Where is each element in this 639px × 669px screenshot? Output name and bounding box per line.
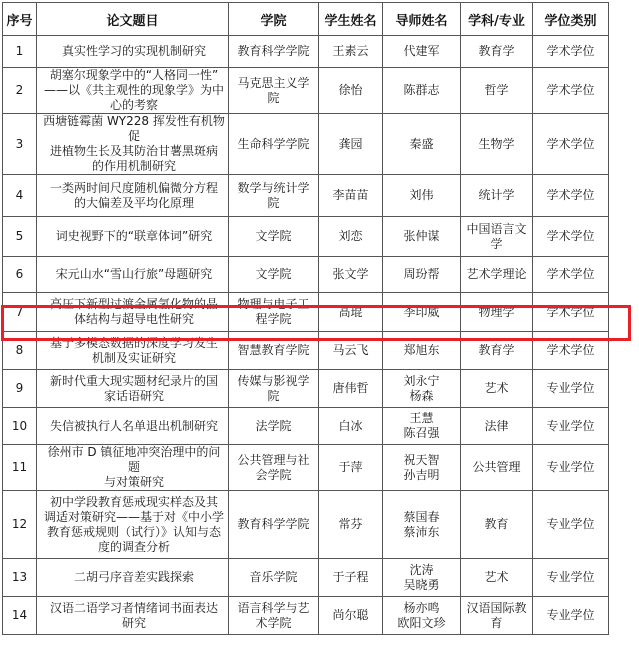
- cell-title: [37, 445, 229, 491]
- cell-no: 14: [3, 597, 37, 635]
- cell-title-line: 初中学段教育惩戒现实样态及其: [49, 494, 218, 509]
- cell-title-line: 真实性学习的实现机制研究: [61, 44, 206, 58]
- cell-advisor-line: 刘伟: [409, 188, 434, 202]
- cell-college: [229, 36, 319, 68]
- cell-subject: [461, 217, 533, 257]
- cell-no: 2: [3, 68, 37, 114]
- cell-college: [229, 445, 319, 491]
- cell-no: 3: [3, 114, 37, 175]
- cell-college-line: 教育科学学院: [237, 44, 310, 58]
- cell-advisor-line: 吴晓勇: [403, 577, 440, 592]
- header-college: 学院: [229, 3, 319, 36]
- cell-college-line: 马克思主义学: [237, 75, 310, 90]
- cell-no: 10: [3, 408, 37, 445]
- table-row: [3, 175, 609, 217]
- cell-advisor: [383, 175, 461, 217]
- table-row: [3, 68, 609, 114]
- cell-no: 9: [3, 370, 37, 408]
- cell-degree: 学术学位: [533, 217, 609, 257]
- cell-college-line: 院: [267, 90, 280, 105]
- cell-college-line: 智慧教育学院: [237, 343, 310, 357]
- cell-advisor-line: 郑旭东: [403, 343, 440, 357]
- header-student: 学生姓名: [319, 3, 383, 36]
- cell-title: [37, 217, 229, 257]
- cell-degree: 专业学位: [533, 597, 609, 635]
- cell-student: 龚园: [319, 114, 383, 175]
- cell-degree: 专业学位: [533, 408, 609, 445]
- cell-student: 李苗苗: [319, 175, 383, 217]
- table-header: [3, 3, 609, 36]
- cell-title: [37, 68, 229, 114]
- cell-title: [37, 293, 229, 332]
- cell-subject: [461, 597, 533, 635]
- cell-title-line: 二胡弓序音差实践探索: [73, 570, 194, 584]
- cell-college-line: 法学院: [255, 418, 292, 433]
- cell-college-line: 程学院: [255, 312, 292, 326]
- cell-title-line: 心的考察: [109, 98, 158, 112]
- cell-no: 6: [3, 257, 37, 293]
- cell-title-line: 度的调查分析: [97, 539, 170, 554]
- cell-college: [229, 408, 319, 445]
- cell-title-line: 与对策研究: [103, 475, 164, 489]
- cell-advisor-line: 祝天智: [403, 452, 440, 467]
- cell-title-line: ——以《共主观性的现象学》为中: [43, 83, 224, 97]
- cell-title-line: 高压下新型过渡金属氢化物的晶: [49, 297, 218, 311]
- cell-college: [229, 370, 319, 408]
- header-advisor: 导师姓名: [383, 3, 461, 36]
- cell-student: 于子程: [319, 559, 383, 597]
- cell-advisor-line: 陈群志: [403, 83, 440, 97]
- cell-title-line: 基于多模态数据的深度学习发生: [49, 335, 218, 350]
- cell-subject: [461, 491, 533, 559]
- cell-title-line: 宋元山水“雪山行旅”母题研究: [55, 267, 213, 281]
- cell-title: [37, 370, 229, 408]
- table-row: [3, 559, 609, 597]
- cell-title-line: 教育惩戒规则（试行）》认知与态: [46, 524, 221, 539]
- header-title: 论文题目: [37, 3, 229, 36]
- cell-student: 高琨: [319, 293, 383, 332]
- cell-advisor-line: 陈召强: [403, 426, 440, 440]
- cell-college-line: 生命科学学院: [237, 136, 310, 151]
- table-row: [3, 597, 609, 635]
- cell-college: [229, 257, 319, 293]
- cell-title: [37, 597, 229, 635]
- cell-college-line: 公共管理与社: [237, 452, 310, 467]
- cell-title-line: 的大偏差及平均化原理: [73, 195, 194, 210]
- cell-student: 徐怡: [319, 68, 383, 114]
- cell-no: 13: [3, 559, 37, 597]
- cell-college-line: 文学院: [255, 267, 292, 281]
- cell-title: [37, 332, 229, 370]
- cell-college-line: 教育科学学院: [237, 517, 310, 531]
- cell-advisor: [383, 257, 461, 293]
- cell-title: [37, 491, 229, 559]
- cell-advisor: [383, 332, 461, 370]
- cell-college-line: 院: [267, 388, 280, 403]
- cell-subject-line: 法律: [484, 418, 509, 433]
- cell-subject-line: 公共管理: [472, 460, 521, 474]
- cell-college-line: 院: [267, 195, 280, 210]
- cell-title-line: 徐州市 D 镇征地冲突治理中的问题: [47, 445, 221, 474]
- cell-college: [229, 217, 319, 257]
- cell-advisor: [383, 445, 461, 491]
- cell-advisor: [383, 597, 461, 635]
- cell-subject: [461, 293, 533, 332]
- cell-advisor-line: 欧阳文珍: [397, 615, 446, 630]
- cell-degree: 学术学位: [533, 332, 609, 370]
- cell-advisor-line: 蔡沛东: [403, 524, 440, 539]
- cell-title: [37, 114, 229, 175]
- cell-no: 7: [3, 293, 37, 332]
- table-row: [3, 114, 609, 175]
- cell-college-line: 会学院: [255, 467, 292, 482]
- cell-title: [37, 36, 229, 68]
- header-degree: 学位类别: [533, 3, 609, 36]
- cell-subject-line: 中国语言文: [466, 221, 527, 236]
- cell-student: 尚尔聪: [319, 597, 383, 635]
- cell-no: 8: [3, 332, 37, 370]
- cell-no: 5: [3, 217, 37, 257]
- cell-college: [229, 597, 319, 635]
- cell-advisor-line: 刘永宁: [403, 373, 440, 388]
- cell-advisor-line: 蔡国春: [403, 509, 440, 524]
- cell-subject: [461, 68, 533, 114]
- cell-subject: [461, 114, 533, 175]
- cell-subject: [461, 257, 533, 293]
- cell-subject-line: 生物学: [478, 136, 515, 151]
- cell-no: 4: [3, 175, 37, 217]
- cell-advisor-line: 周玢帮: [403, 267, 440, 281]
- cell-subject-line: 学: [490, 236, 503, 251]
- cell-advisor-line: 杨亦鸣: [403, 600, 440, 615]
- cell-subject: [461, 370, 533, 408]
- table-body: [3, 36, 609, 635]
- table-row: [3, 370, 609, 408]
- cell-student: 唐伟哲: [319, 370, 383, 408]
- cell-title-line: 新时代重大现实题材纪录片的国: [49, 373, 218, 388]
- cell-subject-line: 艺术学理论: [466, 267, 527, 281]
- table-row: [3, 257, 609, 293]
- cell-title: [37, 408, 229, 445]
- cell-degree: 学术学位: [533, 293, 609, 332]
- cell-title-line: 胡塞尔现象学中的“人格同一性”: [49, 68, 219, 82]
- cell-advisor: [383, 36, 461, 68]
- cell-student: 常芬: [319, 491, 383, 559]
- cell-title-line: 体结构与超导电性研究: [73, 312, 194, 326]
- cell-advisor-line: 代建军: [403, 44, 440, 58]
- cell-subject-line: 教育学: [478, 44, 515, 58]
- cell-advisor-line: 孙吉明: [403, 467, 440, 482]
- cell-subject: [461, 175, 533, 217]
- cell-title-line: 进植物生长及其防治甘薯黑斑病: [49, 144, 218, 158]
- table-row: [3, 445, 609, 491]
- cell-advisor: [383, 408, 461, 445]
- cell-title-line: 汉语二语学习者情绪词书面表达: [49, 600, 218, 615]
- cell-advisor-line: 李印威: [403, 304, 440, 319]
- cell-title-line: 家话语研究: [103, 388, 164, 403]
- cell-degree: 学术学位: [533, 114, 609, 175]
- cell-advisor-line: 杨森: [409, 388, 434, 403]
- cell-student: 白冰: [319, 408, 383, 445]
- cell-college-line: 语言科学与艺: [237, 600, 310, 615]
- cell-title-line: 调适对策研究——基于对《中小学: [43, 509, 224, 524]
- table-row: [3, 332, 609, 370]
- cell-college-line: 传媒与影视学: [237, 373, 310, 388]
- cell-degree: 专业学位: [533, 370, 609, 408]
- cell-subject: [461, 36, 533, 68]
- cell-advisor-line: 秦盛: [409, 136, 434, 151]
- table-row: [3, 491, 609, 559]
- cell-title-line: 失信被执行人名单退出机制研究: [49, 418, 218, 433]
- cell-advisor-line: 王慧: [409, 411, 434, 425]
- cell-no: 12: [3, 491, 37, 559]
- cell-advisor: [383, 559, 461, 597]
- cell-subject-line: 汉语国际教: [466, 600, 527, 615]
- cell-college: [229, 293, 319, 332]
- cell-subject: [461, 408, 533, 445]
- cell-title-line: 一类两时间尺度随机偏微分方程: [49, 180, 218, 195]
- cell-subject-line: 统计学: [478, 188, 515, 202]
- cell-advisor-line: 沈涛: [409, 562, 434, 577]
- cell-advisor: [383, 293, 461, 332]
- thesis-list-table: [2, 2, 609, 635]
- cell-college-line: 数学与统计学: [237, 180, 310, 195]
- table-row: [3, 217, 609, 257]
- cell-advisor: [383, 114, 461, 175]
- cell-student: 张文学: [319, 257, 383, 293]
- cell-degree: 学术学位: [533, 175, 609, 217]
- cell-subject-line: 教育: [484, 517, 509, 531]
- cell-college: [229, 491, 319, 559]
- table-row: [3, 408, 609, 445]
- cell-title-line: 机制及实证研究: [91, 350, 176, 365]
- cell-title: [37, 559, 229, 597]
- cell-title: [37, 175, 229, 217]
- cell-college: [229, 332, 319, 370]
- cell-title-line: 的作用机制研究: [91, 159, 176, 173]
- cell-student: 刘恋: [319, 217, 383, 257]
- cell-advisor: [383, 217, 461, 257]
- cell-no: 11: [3, 445, 37, 491]
- cell-title-line: 词史视野下的“联章体词”研究: [55, 229, 213, 243]
- cell-student: 于萍: [319, 445, 383, 491]
- cell-advisor: [383, 68, 461, 114]
- cell-degree: 学术学位: [533, 68, 609, 114]
- cell-subject: [461, 559, 533, 597]
- cell-subject-line: 哲学: [484, 83, 509, 97]
- cell-student: 马云飞: [319, 332, 383, 370]
- cell-title-line: 西塘链霉菌 WY228 挥发性有机物促: [43, 114, 225, 143]
- cell-subject: [461, 445, 533, 491]
- cell-subject-line: 物理学: [478, 304, 515, 319]
- cell-college-line: 物理与电子工: [237, 297, 310, 311]
- cell-college-line: 术学院: [255, 615, 292, 630]
- cell-title-line: 研究: [121, 615, 146, 630]
- cell-title: [37, 257, 229, 293]
- cell-advisor: [383, 491, 461, 559]
- cell-college: [229, 175, 319, 217]
- cell-student: 王素云: [319, 36, 383, 68]
- cell-college-line: 文学院: [255, 229, 292, 243]
- cell-degree: 学术学位: [533, 257, 609, 293]
- table-row: [3, 36, 609, 68]
- cell-subject-line: 艺术: [484, 570, 509, 584]
- cell-degree: 专业学位: [533, 491, 609, 559]
- header-row: [3, 3, 609, 36]
- cell-college: [229, 68, 319, 114]
- cell-college: [229, 114, 319, 175]
- cell-college-line: 音乐学院: [249, 570, 298, 584]
- cell-degree: 学术学位: [533, 36, 609, 68]
- cell-subject: [461, 332, 533, 370]
- cell-advisor: [383, 370, 461, 408]
- cell-degree: 专业学位: [533, 559, 609, 597]
- cell-subject-line: 艺术: [484, 381, 509, 395]
- cell-advisor-line: 张仲谋: [403, 229, 440, 243]
- table-row: [3, 293, 609, 332]
- cell-college: [229, 559, 319, 597]
- cell-subject-line: 育: [490, 615, 503, 630]
- cell-degree: 专业学位: [533, 445, 609, 491]
- cell-subject-line: 教育学: [478, 343, 515, 357]
- header-no: 序号: [3, 3, 37, 36]
- thesis-list-table-container: [2, 2, 609, 635]
- header-subject: 学科/专业: [461, 3, 533, 36]
- cell-no: 1: [3, 36, 37, 68]
